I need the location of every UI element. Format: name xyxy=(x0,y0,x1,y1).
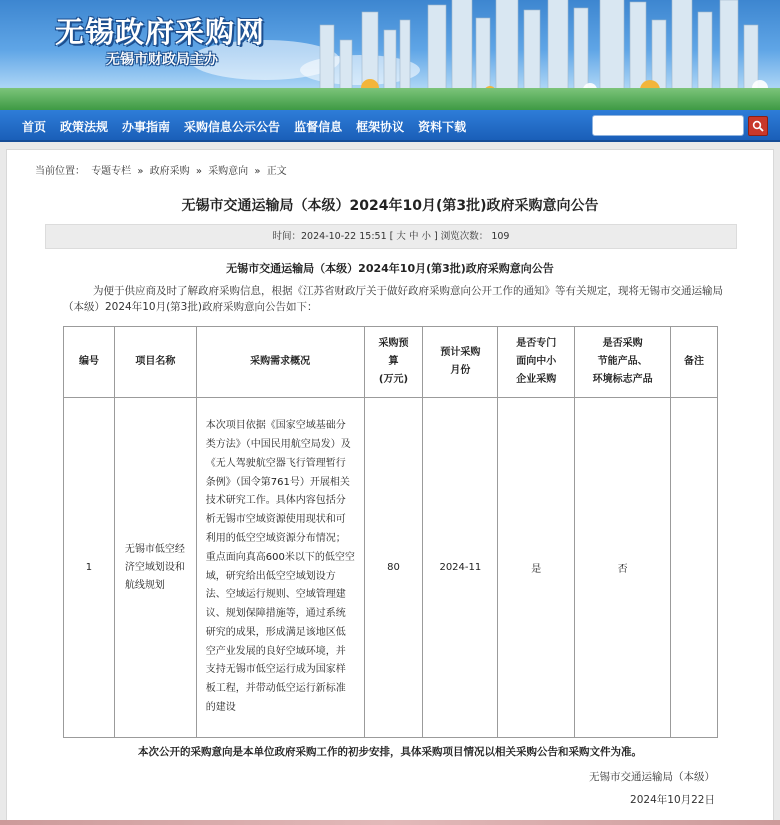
nav-item-policies[interactable]: 政策法规 xyxy=(60,119,109,134)
header-month-line: 预计采购 xyxy=(440,347,481,358)
city-skyline-illustration xyxy=(300,0,780,100)
time-label: 时间： xyxy=(272,231,302,242)
nav-item-framework[interactable]: 框架协议 xyxy=(356,119,405,134)
issue-date: 2024年10月22日 xyxy=(630,794,715,806)
header-eco-line: 环境标志产品 xyxy=(592,374,653,385)
breadcrumb-label: 当前位置： xyxy=(35,166,85,177)
cell-remark xyxy=(671,398,718,738)
site-title: 无锡政府采购网 xyxy=(55,15,266,49)
cell-no: 1 xyxy=(64,398,115,738)
header-eco xyxy=(575,327,671,398)
font-size-large-link[interactable]: 大 xyxy=(396,231,406,242)
views-value: 109 xyxy=(491,231,510,242)
article-panel xyxy=(6,149,774,823)
breadcrumb-item-intentions[interactable]: 采购意向 xyxy=(208,166,249,177)
breadcrumb-item-current: 正文 xyxy=(266,166,287,177)
views-label: 浏览次数： xyxy=(440,231,489,242)
cell-eco: 否 xyxy=(575,398,671,738)
nav-items xyxy=(22,110,480,142)
cell-overview: 本次项目依据《国家空域基础分类方法》（中国民用航空局发）及《无人驾驶航空器飞行管理暂行条例》（国令第761号）开展相关技术研究工作。具体内容包括分析无锡市空域资源使用现状和可利用的低空空域资源分布情况；重点面向真高600米以下的低空空域，研究给出低空空域划设方法、空域运行规则、空域管理建议、规划保障措施等，通过系统研究的成果，形成满足该地区低空产业发展的良好空域环境，并支持无锡市低空运行成为国家样板工程，并带动低空运行新标准的建设 xyxy=(196,398,364,738)
cell-sme: 是 xyxy=(498,398,575,738)
nav-item-announcements[interactable]: 采购信息公示公告 xyxy=(184,119,281,134)
breadcrumb-separator: » xyxy=(195,166,202,177)
time-value: 2024-10-22 15:51 xyxy=(301,231,387,242)
nav-item-home[interactable]: 首页 xyxy=(22,119,47,134)
font-size-small-link[interactable]: 小 xyxy=(421,231,432,242)
breadcrumb-item-topics[interactable]: 专题专栏 xyxy=(91,166,132,177)
header-sme xyxy=(498,327,575,398)
table-row xyxy=(64,398,718,738)
header-budget-line: 算 xyxy=(388,356,399,367)
breadcrumb-separator: » xyxy=(137,166,144,177)
font-size-open: [ xyxy=(389,231,394,242)
breadcrumb-item-procurement[interactable]: 政府采购 xyxy=(149,166,190,177)
header-budget-line: 采购预 xyxy=(378,338,409,349)
search-input[interactable] xyxy=(592,115,744,136)
breadcrumb-separator: » xyxy=(254,166,261,177)
header-eco-line: 节能产品、 xyxy=(597,356,648,367)
header-budget xyxy=(364,327,423,398)
header-sme-line: 是否专门 xyxy=(516,338,557,349)
header-sme-line: 面向中小 xyxy=(516,356,557,367)
article-meta-bar xyxy=(45,224,737,249)
header-banner xyxy=(0,0,780,110)
intro-paragraph: 为便于供应商及时了解政府采购信息，根据《江苏省财政厅关于做好政府采购意向公开工作的通知》等有关规定，现将无锡市交通运输局（本级）2024年10月(第3批)政府采购意向公告如下： xyxy=(63,285,723,313)
nav-item-downloads[interactable]: 资料下载 xyxy=(418,119,467,134)
main-nav xyxy=(0,110,780,142)
font-size-medium-link[interactable]: 中 xyxy=(408,231,419,242)
breadcrumb xyxy=(35,162,290,177)
header-name: 项目名称 xyxy=(114,327,196,398)
header-eco-line: 是否采购 xyxy=(602,338,643,349)
site-subtitle: 无锡市财政局主办 xyxy=(106,52,218,68)
search-icon xyxy=(752,120,764,132)
bottom-decor-strip xyxy=(0,820,780,825)
cell-name: 无锡市低空经济空域划设和航线规划 xyxy=(114,398,196,738)
header-sme-line: 企业采购 xyxy=(516,374,557,385)
header-month xyxy=(423,327,498,398)
nav-item-supervision[interactable]: 监督信息 xyxy=(294,119,343,134)
issuer-signature: 无锡市交通运输局（本级） xyxy=(589,771,715,783)
disclaimer-note: 本次公开的采购意向是本单位政府采购工作的初步安排，具体采购项目情况以相关采购公告和采购文件为准。 xyxy=(138,746,642,758)
cell-month: 2024-11 xyxy=(423,398,498,738)
nav-item-guide[interactable]: 办事指南 xyxy=(122,119,171,134)
header-no: 编号 xyxy=(64,327,115,398)
search-box xyxy=(592,115,768,136)
banner-grass xyxy=(0,88,780,110)
font-size-close: ] xyxy=(434,231,438,242)
table-header-row xyxy=(64,327,718,398)
body-heading: 无锡市交通运输局（本级）2024年10月(第3批)政府采购意向公告 xyxy=(226,262,554,275)
cell-budget: 80 xyxy=(364,398,423,738)
header-remark: 备注 xyxy=(671,327,718,398)
content-wrapper xyxy=(0,142,780,823)
procurement-table xyxy=(63,326,718,738)
search-button[interactable] xyxy=(748,116,768,136)
header-month-line: 月份 xyxy=(450,365,471,376)
article-title: 无锡市交通运输局（本级）2024年10月(第3批)政府采购意向公告 xyxy=(181,198,599,214)
header-budget-line: (万元) xyxy=(378,374,409,385)
header-overview: 采购需求概况 xyxy=(196,327,364,398)
